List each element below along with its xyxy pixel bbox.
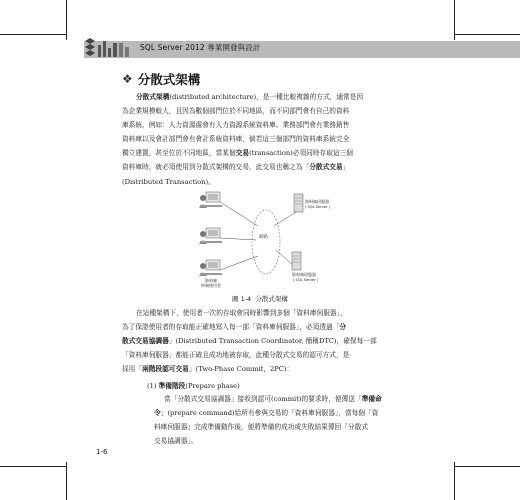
paragraph-line: 「資料庫伺服器」都能正確且成功地被存取，此種分散式交易的認可方式，是 — [122, 351, 350, 360]
paragraph-line: 當「分散式交易協調器」接收到認可(commit)的要求時，便傳送「準備命 — [164, 395, 382, 403]
paragraph-line: 在這種架構下，使用者一次的存取會同時影響到多個「資料庫伺服器」， — [136, 309, 347, 317]
paragraph-line: 庫系統，例如：人力資源處會有人力資源系統資料庫、業務部門會有業務銷售 — [122, 121, 350, 130]
prepare-phase-paragraph — [154, 392, 394, 448]
crop-mark — [0, 34, 66, 35]
database-server-icon — [292, 252, 301, 270]
paragraph-line: 獨立建置，甚至位於不同地區，當某個交易(transaction)必須同時存取這三個 — [122, 149, 353, 158]
section-title: 分散式架構 — [137, 72, 201, 87]
network-label: 網路 — [259, 235, 268, 240]
user-workstation-icon — [199, 192, 222, 208]
header-logo-icon — [84, 35, 129, 57]
server2-label-line2: ( SQL Server ) — [293, 278, 319, 282]
paragraph-line: 資料庫時，就必須使用到分散式架構的交易，此交易也稱之為「分散式交易」 — [122, 163, 350, 172]
page-number: 1-6 — [96, 448, 108, 456]
user-label-line1: 資料庫 — [205, 278, 217, 283]
crop-mark — [0, 466, 66, 467]
database-server-icon — [294, 194, 303, 212]
paragraph-line: 資料庫以及會計部門會有會計系統資料庫，倘若這三個部門的資料庫系統完全 — [122, 135, 350, 144]
network-cloud — [252, 210, 280, 274]
user-workstation-icon — [199, 260, 222, 276]
distributed-architecture-diagram — [198, 190, 338, 290]
crop-mark — [454, 462, 455, 500]
paragraph-line: 採用「兩階段認可交易」(Two-Phase Commit，2PC)： — [122, 365, 294, 374]
paragraph-line: 料庫伺服器」完成準備動作後，便將準備的成功或失敗結果傳回「分散式 — [154, 423, 368, 432]
crop-mark — [454, 466, 520, 467]
section-heading — [122, 70, 200, 88]
intro-paragraph — [122, 90, 392, 189]
paragraph-line: 為了保證使用者的存取能正確地寫入每一部「資料庫伺服器」，必須透過「分 — [122, 323, 347, 332]
server2-label-line1: 資料庫伺服器 — [292, 272, 316, 277]
crop-mark — [66, 0, 67, 40]
paragraph-line: 交易協調器」。 — [154, 437, 198, 446]
crop-mark — [454, 0, 455, 40]
book-title: SQL Server 2012 專業開發與設計 — [140, 43, 261, 52]
stack-icon — [84, 37, 96, 57]
server1-label-line1: 資料庫伺服器 — [305, 199, 329, 204]
caption-number: 圖 1-4 — [232, 295, 252, 303]
paragraph-line: 為企業規模較大，且因為數個部門位於不同地區，而不同部門會有自己的資料 — [122, 107, 350, 116]
diamond-bullet-icon: ❖ — [122, 72, 133, 86]
paragraph-line: 散式交易協調器」(Distributed Transaction Coordinator, 簡稱DTC)，確保每一部 — [122, 337, 377, 346]
user-workstation-icon — [199, 228, 222, 244]
user-label-line2: 終端使用者 — [201, 283, 221, 288]
paragraph-line: 令」(prepare command)給所有參與交易的「資料庫伺服器」，當每個「資 — [154, 409, 379, 418]
paragraph-line: 分散式架構(distributed architecture)，是一種比較複雜的方式，通常是因 — [136, 93, 364, 101]
crop-mark — [454, 34, 520, 35]
paragraph-line: (Distributed Transaction)。 — [122, 177, 215, 186]
caption-text: 分散式架構 — [255, 295, 288, 303]
figure-caption — [232, 294, 288, 303]
server1-label-line2: ( SQL Server ) — [305, 205, 331, 209]
subsection-heading: (1) 準備階段(Prepare phase) — [147, 382, 240, 390]
crop-mark — [66, 462, 67, 500]
body-paragraph — [122, 306, 394, 376]
